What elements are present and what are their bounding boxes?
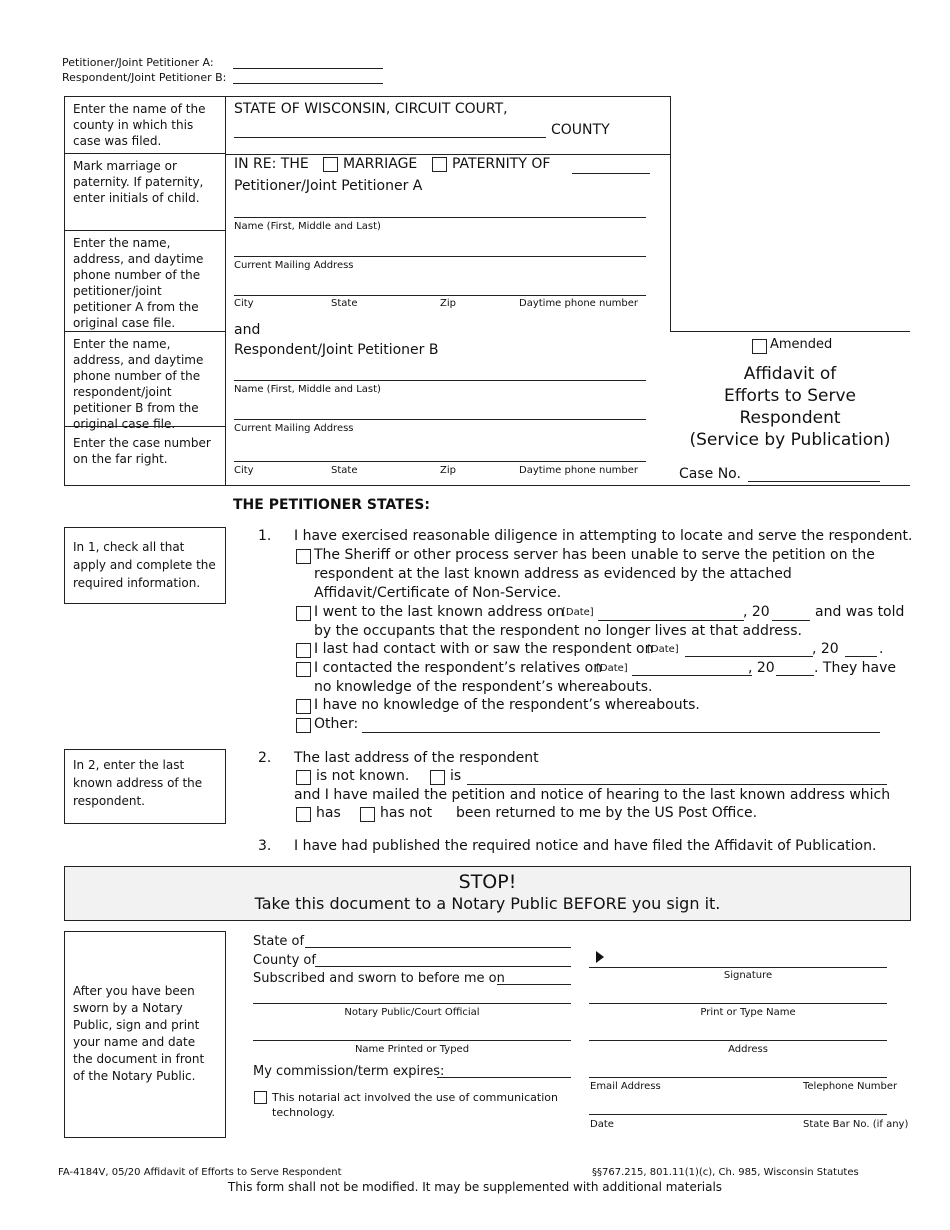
- went-date-hint: [Date]: [562, 607, 594, 618]
- instruction-petitioner: Enter the name, address, and daytime phone number of the petitioner/joint petitioner A from the original case file.: [64, 230, 226, 332]
- notary-printed-label: Name Printed or Typed: [354, 1044, 470, 1055]
- notary-official-field[interactable]: [253, 1003, 571, 1004]
- subscribed-label: Subscribed and sworn to before me on: [253, 971, 505, 986]
- other-checkbox[interactable]: [296, 718, 311, 733]
- relatives-year-field[interactable]: [776, 675, 814, 676]
- statutes: §§767.215, 801.11(1)(c), Ch. 985, Wisconsin Statutes: [592, 1167, 859, 1178]
- mailed-text: and I have mailed the petition and notice of hearing to the last known address which: [294, 787, 891, 803]
- respondent-name-field[interactable]: [234, 380, 646, 381]
- has-not-label: has not: [380, 805, 433, 821]
- contact-period: .: [879, 641, 884, 657]
- sheriff-line-2: respondent at the last known address as evidenced by the attached: [314, 566, 792, 582]
- caption-top-border: [226, 96, 670, 97]
- title-line-4: (Service by Publication): [689, 430, 891, 450]
- petitioner-address-field[interactable]: [234, 256, 646, 257]
- address-label: Address: [728, 1044, 768, 1055]
- respondent-city-label: City: [234, 465, 254, 476]
- county-field[interactable]: [234, 137, 546, 138]
- relatives-date-hint: [Date]: [596, 663, 628, 674]
- went-date-field[interactable]: [598, 620, 744, 621]
- subscribed-date-field[interactable]: [497, 984, 571, 985]
- instruction-notary: After you have been sworn by a Notary Public, sign and print your name and date the document in front of the Notary Public.: [64, 931, 226, 1138]
- respondent-address-label: Current Mailing Address: [234, 423, 354, 434]
- is-label: is: [450, 768, 462, 784]
- respondent-city-field[interactable]: [234, 461, 646, 462]
- notary-official-label: Notary Public/Court Official: [344, 1007, 480, 1018]
- is-checkbox[interactable]: [430, 770, 445, 785]
- petitioner-header-label: Petitioner/Joint Petitioner A:: [62, 56, 214, 69]
- respondent-header-label: Respondent/Joint Petitioner B:: [62, 71, 227, 84]
- relatives-checkbox[interactable]: [296, 662, 311, 677]
- went-line-2: by the occupants that the respondent no longer lives at that address.: [314, 623, 802, 639]
- amended-label: Amended: [770, 337, 833, 352]
- address-field[interactable]: [589, 1040, 887, 1041]
- title-line-3: Respondent: [739, 408, 841, 428]
- sheriff-checkbox[interactable]: [296, 549, 311, 564]
- item1-number: 1.: [258, 528, 272, 544]
- date-bar-field[interactable]: [589, 1114, 887, 1115]
- county-of-field[interactable]: [315, 966, 571, 967]
- sheriff-line-1: The Sheriff or other process server has been unable to serve the petition on the: [314, 547, 875, 563]
- date-label: Date: [590, 1119, 614, 1130]
- email-label: Email Address: [590, 1081, 661, 1092]
- sign-here-arrow-icon: [596, 951, 604, 963]
- case-no-field[interactable]: [748, 481, 880, 482]
- caption-bottom-border: [226, 485, 910, 486]
- commission-field[interactable]: [437, 1077, 571, 1078]
- petitioner-header-field[interactable]: [233, 68, 383, 69]
- filing-box-bottom: [670, 331, 910, 332]
- caption-right-border: [670, 96, 671, 332]
- has-label: has: [316, 805, 341, 821]
- marriage-checkbox[interactable]: [323, 157, 338, 172]
- signature-field[interactable]: [589, 967, 887, 968]
- county-label: COUNTY: [551, 122, 610, 138]
- modification-notice: This form shall not be modified. It may be supplemented with additional materials: [227, 1180, 723, 1194]
- respondent-zip-label: Zip: [440, 465, 456, 476]
- item2-number: 2.: [258, 750, 272, 766]
- item3-number: 3.: [258, 838, 272, 854]
- state-of-field[interactable]: [305, 947, 571, 948]
- child-initials-field[interactable]: [572, 173, 650, 174]
- instruction-item1: In 1, check all that apply and complete the required information.: [64, 527, 226, 604]
- state-of-label: State of: [253, 934, 305, 949]
- paternity-label: PATERNITY OF: [452, 156, 551, 172]
- petitioner-address-label: Current Mailing Address: [234, 260, 354, 271]
- relatives-year-prefix: , 20: [748, 660, 775, 676]
- instruction-respondent: Enter the name, address, and daytime phone number of the respondent/joint petitioner B from the original case file.: [64, 331, 226, 427]
- item3-text: I have had published the required notice and have filed the Affidavit of Publication.: [294, 838, 877, 854]
- respondent-address-field[interactable]: [234, 419, 646, 420]
- sheriff-line-3: Affidavit/Certificate of Non-Service.: [314, 585, 562, 601]
- stop-text: Take this document to a Notary Public BEFORE you sign it.: [254, 894, 721, 913]
- went-text: I went to the last known address on: [314, 604, 565, 620]
- not-known-checkbox[interactable]: [296, 770, 311, 785]
- contact-text: I last had contact with or saw the respondent on: [314, 641, 654, 657]
- respondent-name-label: Name (First, Middle and Last): [234, 384, 381, 395]
- petitioner-states-heading: THE PETITIONER STATES:: [233, 497, 430, 513]
- other-label: Other:: [314, 716, 359, 732]
- county-of-label: County of: [253, 953, 316, 968]
- no-knowledge-text: I have no knowledge of the respondent’s whereabouts.: [314, 697, 700, 713]
- petitioner-phone-label: Daytime phone number: [519, 298, 639, 309]
- no-knowledge-checkbox[interactable]: [296, 699, 311, 714]
- petitioner-name-label: Name (First, Middle and Last): [234, 221, 381, 232]
- instruction-case-number: Enter the case number on the far right.: [64, 426, 226, 486]
- form-title: [670, 363, 910, 451]
- returned-text: been returned to me by the US Post Office.: [456, 805, 758, 821]
- stop-banner: [64, 866, 911, 921]
- respondent-title: Respondent/Joint Petitioner B: [234, 342, 439, 358]
- has-not-checkbox[interactable]: [360, 807, 375, 822]
- telephone-label: Telephone Number: [803, 1081, 898, 1092]
- amended-checkbox[interactable]: [752, 339, 767, 354]
- bar-no-label: State Bar No. (if any): [803, 1119, 909, 1130]
- and-label: and: [234, 322, 261, 338]
- stop-title: STOP!: [458, 871, 517, 893]
- went-year-prefix: , 20: [743, 604, 770, 620]
- caption-divider: [226, 154, 670, 155]
- has-checkbox[interactable]: [296, 807, 311, 822]
- commission-label: My commission/term expires:: [253, 1064, 445, 1079]
- not-known-label: is not known.: [316, 768, 410, 784]
- signature-label: Signature: [723, 970, 773, 981]
- technology-checkbox[interactable]: [254, 1091, 267, 1104]
- item1-text: I have exercised reasonable diligence in attempting to locate and serve the respondent.: [294, 528, 913, 544]
- print-name-field[interactable]: [589, 1003, 887, 1004]
- title-line-2: Efforts to Serve: [724, 386, 856, 406]
- other-field[interactable]: [362, 732, 880, 733]
- petitioner-state-label: State: [331, 298, 358, 309]
- title-line-1: Affidavit of: [743, 364, 837, 384]
- relatives-line-2: no knowledge of the respondent’s whereabouts.: [314, 679, 653, 695]
- print-name-label: Print or Type Name: [700, 1007, 796, 1018]
- in-re-label: IN RE: THE: [234, 156, 309, 172]
- email-phone-field[interactable]: [589, 1077, 887, 1078]
- petitioner-city-label: City: [234, 298, 254, 309]
- last-address-field[interactable]: [467, 784, 887, 785]
- paternity-checkbox[interactable]: [432, 157, 447, 172]
- instruction-marriage: Mark marriage or paternity. If paternity, enter initials of child.: [64, 153, 226, 231]
- case-no-label: Case No.: [679, 466, 741, 482]
- technology-line-2: technology.: [272, 1106, 336, 1119]
- petitioner-name-field[interactable]: [234, 217, 646, 218]
- petitioner-zip-label: Zip: [440, 298, 456, 309]
- court-heading: STATE OF WISCONSIN, CIRCUIT COURT,: [234, 101, 508, 117]
- item2-text: The last address of the respondent: [294, 750, 539, 766]
- instruction-county: Enter the name of the county in which this case was filed.: [64, 96, 226, 154]
- relatives-text: I contacted the respondent’s relatives on: [314, 660, 603, 676]
- respondent-phone-label: Daytime phone number: [519, 465, 639, 476]
- contact-date-field[interactable]: [685, 656, 813, 657]
- instruction-item2: In 2, enter the last known address of the respondent.: [64, 749, 226, 824]
- contact-year-prefix: , 20: [812, 641, 839, 657]
- marriage-label: MARRIAGE: [343, 156, 418, 172]
- respondent-header-field[interactable]: [233, 83, 383, 84]
- technology-line-1: This notarial act involved the use of communication: [272, 1091, 558, 1104]
- relatives-date-field[interactable]: [632, 675, 752, 676]
- contact-year-field[interactable]: [845, 656, 877, 657]
- petitioner-city-field[interactable]: [234, 295, 646, 296]
- respondent-state-label: State: [331, 465, 358, 476]
- contact-date-hint: [Date]: [647, 644, 679, 655]
- contact-checkbox[interactable]: [296, 643, 311, 658]
- petitioner-title: Petitioner/Joint Petitioner A: [234, 178, 423, 194]
- went-year-field[interactable]: [772, 620, 810, 621]
- notary-printed-field[interactable]: [253, 1040, 571, 1041]
- relatives-suffix: . They have: [814, 660, 897, 676]
- went-suffix: and was told: [815, 604, 905, 620]
- went-checkbox[interactable]: [296, 606, 311, 621]
- form-id: FA-4184V, 05/20 Affidavit of Efforts to Serve Respondent: [58, 1167, 342, 1178]
